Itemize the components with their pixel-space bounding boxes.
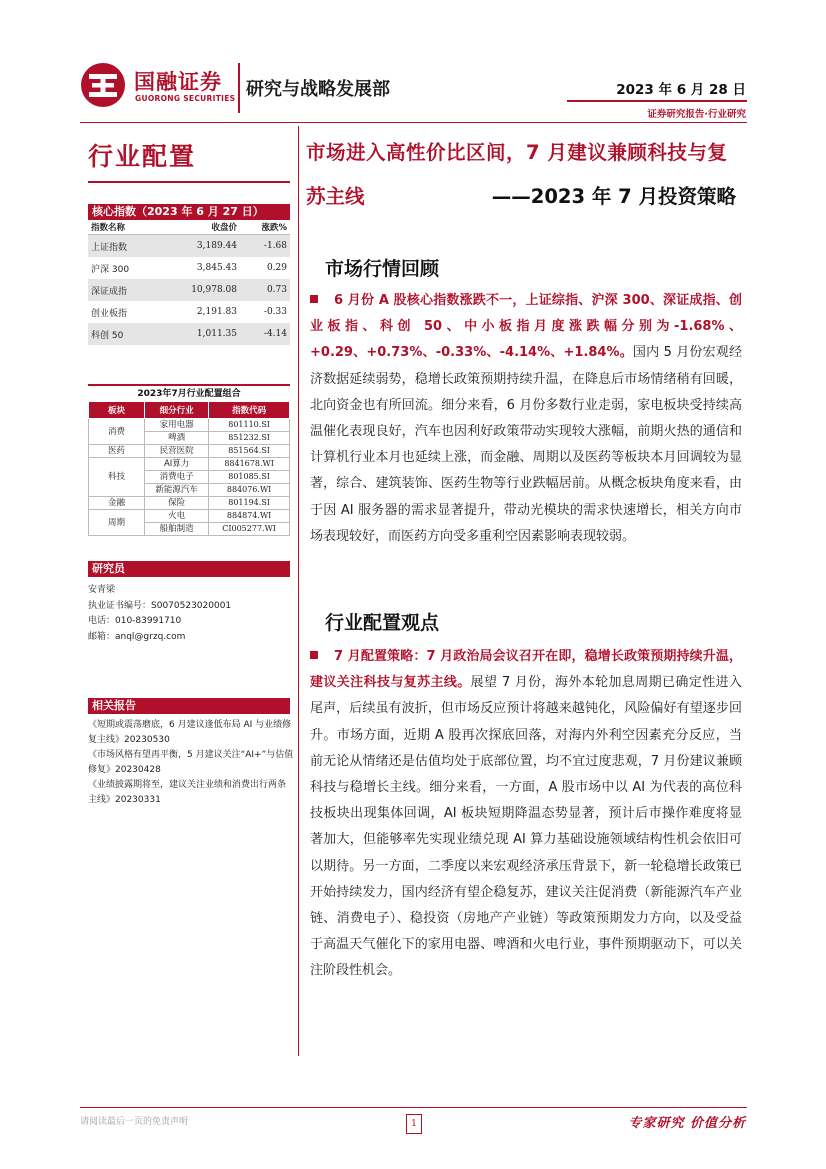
sector-cell: 科技	[89, 458, 145, 497]
header-rule	[567, 100, 747, 102]
related-report-item[interactable]: 《业绩披露期将至，建议关注业绩和消费出行两条主线》20230331	[88, 780, 287, 805]
department-name: 研究与战略发展部	[246, 79, 390, 100]
guorong-logo-icon	[80, 62, 126, 108]
section-heading-allocation-view: 行业配置观点	[325, 612, 440, 634]
paragraph-lead: 7 月配置策略：7 月政治局会议召开在即，稳增长政策预期持续升温，建议关注科技与复苏主线。	[310, 649, 742, 691]
market-review-paragraph	[310, 288, 742, 550]
header-divider	[238, 63, 240, 113]
index-change: -1.68	[240, 235, 290, 258]
researcher-cert: 执业证书编号：S0070523020001	[88, 600, 232, 611]
alloc-table-title: 2023年7月行业配置组合	[88, 384, 290, 400]
researcher-info	[88, 583, 231, 645]
disclaimer-note: 请阅读最后一页的免责声明	[80, 1117, 189, 1127]
researcher-title: 研究员	[88, 561, 290, 577]
related-reports-list	[88, 718, 294, 808]
index-name: 深证成指	[88, 279, 158, 301]
table-row	[88, 323, 290, 345]
sector-cell: 周期	[89, 510, 145, 536]
paragraph-body: 国内 5 月份宏观经济数据延续弱势，稳增长政策预期持续升温，在降息后市场情绪稍有回暖，北向资金也有所回流。细分来看，6 月份多数行业走弱，家电板块受持续高温催化表现良好，汽车也因利好政策带动实现较大涨幅，前期火热的通信和计算机行业本月也延续上涨，而金融、周期以及医药等板块本月回调较为显著，综合、建筑装饰、医药生物等行业跌幅居前。从概念板块角度来看，由于因 AI 服务器的需求显著提升，带动光模块的需求快速增长，相关方向市场表现较好，而医药方向受多重利空因素影响表现较弱。	[310, 345, 742, 544]
section-label: 行业配置	[88, 142, 197, 171]
paragraph-body: 展望 7 月份，海外本轮加息周期已确定性进入尾声，后续虽有波折，但市场反应预计将越来越钝化，风险偏好有望逐步回升。市场方面，近期 A 股再次探底回落，对海内外利空因素充分反应，当前无论从情绪还是估值均处于底部位置，均不宜过度悲观，7 月份建议兼顾科技与稳增长主线。细分来看，一方面，A 股市场中以 AI 为代表的高位科技板块出现集体回调，AI 板块短期降温态势显著，预计后市操作难度将显著加大，但能够率先实现业绩兑现 AI 算力基础设施领域结构性机会依旧可以期待。另一方面，二季度以来宏观经济承压背景下，新一轮稳增长政策已开始持续发力，国内经济有望企稳复苏，建议关注促消费（新能源汽车产业链、消费电子）、稳投资（房地产产业链）等政策预期发力方向，以及受益于高温天气催化下的家用电器、啤酒和火电行业，事件预期驱动下，可以关注阶段性机会。	[310, 675, 742, 979]
table-row	[89, 419, 290, 432]
report-subtitle: ——2023 年 7 月投资策略	[491, 185, 736, 208]
table-row	[89, 458, 290, 471]
report-date: 2023 年 6 月 28 日	[616, 82, 746, 98]
brand-name-en: GUORONG SECURITIES	[135, 94, 236, 103]
index-change: -4.14	[240, 323, 290, 345]
industry-cell: 啤酒	[145, 432, 209, 445]
bullet-square-icon	[310, 295, 318, 303]
index-change: 0.29	[266, 263, 287, 273]
report-type: 证券研究报告·行业研究	[647, 109, 746, 120]
index-change: 0.73	[240, 279, 290, 301]
report-title-line2: 苏主线	[306, 185, 365, 208]
table-row	[89, 510, 290, 523]
allocation-table	[88, 401, 290, 536]
table-row	[88, 279, 290, 301]
bullet-square-icon	[310, 651, 318, 659]
code-cell: 884874.WI	[209, 510, 290, 523]
footer-divider	[80, 1107, 747, 1108]
index-close: 1,011.35	[158, 323, 240, 345]
index-change: -0.33	[263, 307, 287, 317]
index-close: 10,978.08	[158, 279, 240, 301]
sector-cell: 医药	[89, 445, 145, 458]
core-index-table	[88, 220, 290, 345]
code-cell: CI005277.WI	[209, 523, 290, 536]
sidebar-rule	[88, 181, 290, 183]
related-report-item[interactable]: 《市场风格有望再平衡，5 月建议关注“AI+”与估值修复》20230428	[88, 750, 294, 775]
code-cell: 8841678.WI	[209, 458, 290, 471]
index-name: 创业板指	[91, 308, 128, 319]
researcher-name: 安青梁	[88, 585, 116, 595]
index-name: 沪深 300	[91, 264, 130, 275]
index-name: 上证指数	[88, 235, 158, 258]
code-cell: 801085.SI	[209, 471, 290, 484]
index-close: 3,189.44	[158, 235, 240, 258]
index-table-title: 核心指数（2023 年 6 月 27 日）	[88, 204, 290, 220]
index-close: 2,191.83	[196, 307, 237, 317]
index-close: 3,845.43	[196, 263, 237, 273]
related-report-item[interactable]: 《短期或震荡磨底，6 月建议逢低布局 AI 与业绩修复主线》20230530	[88, 720, 292, 745]
table-row	[88, 235, 290, 258]
top-divider	[80, 122, 747, 123]
company-motto: 专家研究 价值分析	[628, 1116, 746, 1131]
column-header: 板块	[89, 402, 145, 419]
alloc-table-header	[89, 402, 290, 419]
industry-cell: 家用电器	[145, 419, 209, 432]
column-header: 涨跌%	[240, 220, 290, 235]
index-name: 科创 50	[88, 323, 158, 345]
column-header: 指数名称	[88, 220, 158, 235]
researcher-phone: 电话：010-83991710	[88, 616, 182, 626]
column-header: 收盘价	[158, 220, 240, 235]
code-cell: 851232.SI	[209, 432, 290, 445]
industry-cell: AI算力	[145, 458, 209, 471]
code-cell: 801194.SI	[209, 497, 290, 510]
paragraph-lead: 6 月份 A 股核心指数涨跌不一，上证综指、沪深 300、深证成指、创业板指、科创 50、中小板指月度涨跌幅分别为-1.68%、+0.29、+0.73%、-0.33%、-4.14%、+1.84%。	[310, 293, 742, 361]
table-row	[88, 301, 290, 323]
table-row	[89, 497, 290, 510]
industry-cell: 火电	[145, 510, 209, 523]
brand-name-cn: 国融证券	[134, 70, 222, 94]
column-header: 指数代码	[209, 402, 290, 419]
industry-cell: 新能源汽车	[145, 484, 209, 497]
industry-cell: 保险	[145, 497, 209, 510]
related-reports-title: 相关报告	[88, 698, 290, 714]
page-number: 1	[406, 1114, 422, 1134]
allocation-view-paragraph	[310, 644, 742, 985]
researcher-email[interactable]: 邮箱：anql@grzq.com	[88, 631, 186, 642]
sector-cell: 金融	[89, 497, 145, 510]
sector-cell: 消费	[89, 419, 145, 445]
column-header: 细分行业	[145, 402, 209, 419]
code-cell: 801110.SI	[209, 419, 290, 432]
report-title-line1: 市场进入高性价比区间，7 月建议兼顾科技与复	[306, 141, 728, 164]
industry-cell: 民营医院	[145, 445, 209, 458]
code-cell: 884076.WI	[209, 484, 290, 497]
industry-cell: 消费电子	[145, 471, 209, 484]
industry-cell: 船舶制造	[145, 523, 209, 536]
index-table-header	[88, 220, 290, 235]
section-heading-market-review: 市场行情回顾	[325, 258, 440, 280]
table-row	[88, 257, 290, 279]
column-divider	[298, 126, 299, 1056]
code-cell: 851564.SI	[209, 445, 290, 458]
table-row	[89, 445, 290, 458]
